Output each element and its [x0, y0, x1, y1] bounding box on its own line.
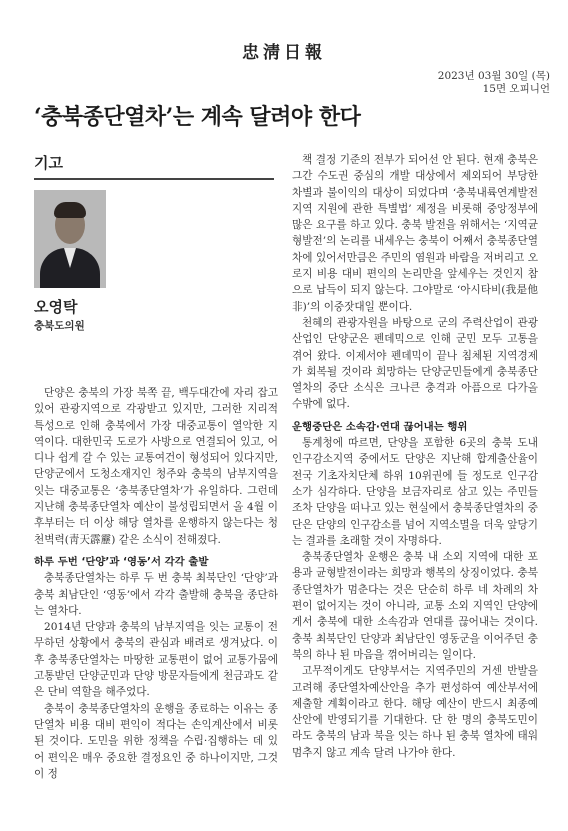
publish-date: 2023년 03월 30일 (목): [437, 70, 550, 82]
paragraph: 2014년 단양과 충북의 남부지역을 잇는 교통이 전무하던 상황에서 충북의 관심과 배려로 생겨났다. 이후 충북종단열차는 마땅한 교통편이 없어 교통가뭄에 고통받던 단양군민과 단양 방문자들에게 천금과도 같은 단비 역할을 해주었다.: [34, 621, 278, 699]
subheading: 운행중단은 소속감·연대 끊어내는 행위: [292, 420, 468, 433]
paragraph: 충북종단열차 운행은 충북 내 소외 지역에 대한 포용과 균형발전이라는 희망과 행복의 상징이었다. 충북종단열차가 멈춘다는 것은 단순히 하루 네 차례의 차편이 없어지는 것이 아니라, 교통 소외 지역인 단양에게서 충북에 대한 소속감과 연대를 끊어내는 것이다. 충북 최북단인 단양과 최남단인 영동군을 이어주던 충북의 하나 된 마음을 꺾어버리는 일이다.: [292, 551, 538, 661]
paragraph: 충북종단열차는 하루 두 번 충북 최북단인 ‘단양’과 충북 최남단인 ‘영동’에서 각각 출발해 충북을 종단하는 열차다.: [34, 572, 278, 617]
newspaper-masthead: 忠淸日報: [242, 43, 326, 63]
article-column-left: [34, 385, 278, 782]
author-title: 충북도의원: [34, 320, 85, 332]
article-column-right: [292, 152, 538, 761]
paragraph: 책 결정 기준의 전부가 되어선 안 된다. 현재 충북은 그간 수도권 중심의 개발 대상에서 제외되어 부당한 차별과 불이익의 대상이 되었다며 ‘충북내륙연계발전지역 지원에 관한 특별법’ 제정을 비롯해 중앙정부에 많은 요구를 하고 있다. 충북 발전을 위해서는 ‘지역균형발전’의 논리를 내세우는 충북이 어째서 충북종단열차에 있어서만큼은 주민의 염원과 바람을 저버리고 오로지 비용 대비 편익의 논리만을 앞세우는 것인지 참으로 납득이 되지 않는다. 그야말로 ‘아시타비(我是他非)’의 이중잣대일 뿐이다.: [292, 154, 538, 313]
section-label: 기고: [34, 154, 63, 172]
page-section: 15면 오피니언: [482, 83, 550, 95]
section-divider: [34, 178, 274, 180]
author-name: 오영탁: [34, 298, 78, 316]
paragraph: 통계청에 따르면, 단양을 포함한 6곳의 충북 도내 인구감소지역 중에서도 단양은 지난해 합계출산율이 전국 기초자치단체 하위 10위권에 들 정도로 인구감소가 심각하다. 단양을 보금자리로 삼고 있는 주민들조차 단양을 떠나고 있는 현실에서 충북종단열차의 중단은 단양의 인구감소를 넘어 지역소멸을 더욱 앞당기는 결과를 초래할 것이 자명하다.: [292, 437, 538, 547]
paragraph: 충북이 충북종단열차의 운행을 종료하는 이유는 종단열차 비용 대비 편익이 적다는 손익계산에서 비롯된 것이다. 도민을 위한 정책을 수립·집행하는 데 있어 편익은 매우 중요한 결정요인 중 하나이지만, 그것이 정: [34, 702, 278, 780]
paragraph: 천혜의 관광자원을 바탕으로 군의 주력산업이 관광산업인 단양군은 펜데믹으로 인해 군민 모두 고통을 겪어 왔다. 이제서야 펜데믹이 끝나 침체된 지역경제가 회복될 것이라 희망하는 단양군민들에게 충북종단열차의 중단 소식은 크나큰 충격과 아픔으로 다가올 수밖에 없다.: [292, 316, 538, 411]
paragraph: 단양은 충북의 가장 북쪽 끝, 백두대간에 자리 잡고 있어 관광지역으로 각광받고 있지만, 그러한 지리적 특성으로 인해 충북에서 가장 대중교통이 열악한 지역이다. 대한민국 도로가 사방으로 연결되어 있고, 어디나 쉽게 갈 수 있는 교통여건이 형성되어 있다지만, 단양군에서 도청소재지인 청주와 충북의 남부지역을 잇는 대중교통은 ‘충북종단열차’가 유일하다. 그런데 지난해 충북종단열차 예산이 불성립되면서 올 4월 이후부터는 더 이상 해당 열차를 운행하지 않는다는 청천벽력(靑天霹靂) 같은 소식이 전해졌다.: [34, 387, 278, 546]
subheading: 하루 두번 ‘단양’과 ‘영동’서 각각 출발: [34, 555, 209, 568]
dateline: [438, 70, 550, 96]
article-headline: ‘충북종단열차’는 계속 달려야 한다: [34, 104, 361, 130]
author-portrait: [34, 190, 106, 288]
paragraph: 고무적이게도 단양부서는 지역주민의 거센 반발을 고려해 종단열차예산안을 추가 편성하여 예산부서에 제출할 계획이라고 한다. 해당 예산이 반드시 최종예산안에 반영되기를 기대한다. 단 한 명의 충북도민이라도 충북의 남과 북을 잇는 하나 된 충북 열차에 태워 멈추지 않고 계속 달려 나가야 한다.: [292, 665, 538, 759]
